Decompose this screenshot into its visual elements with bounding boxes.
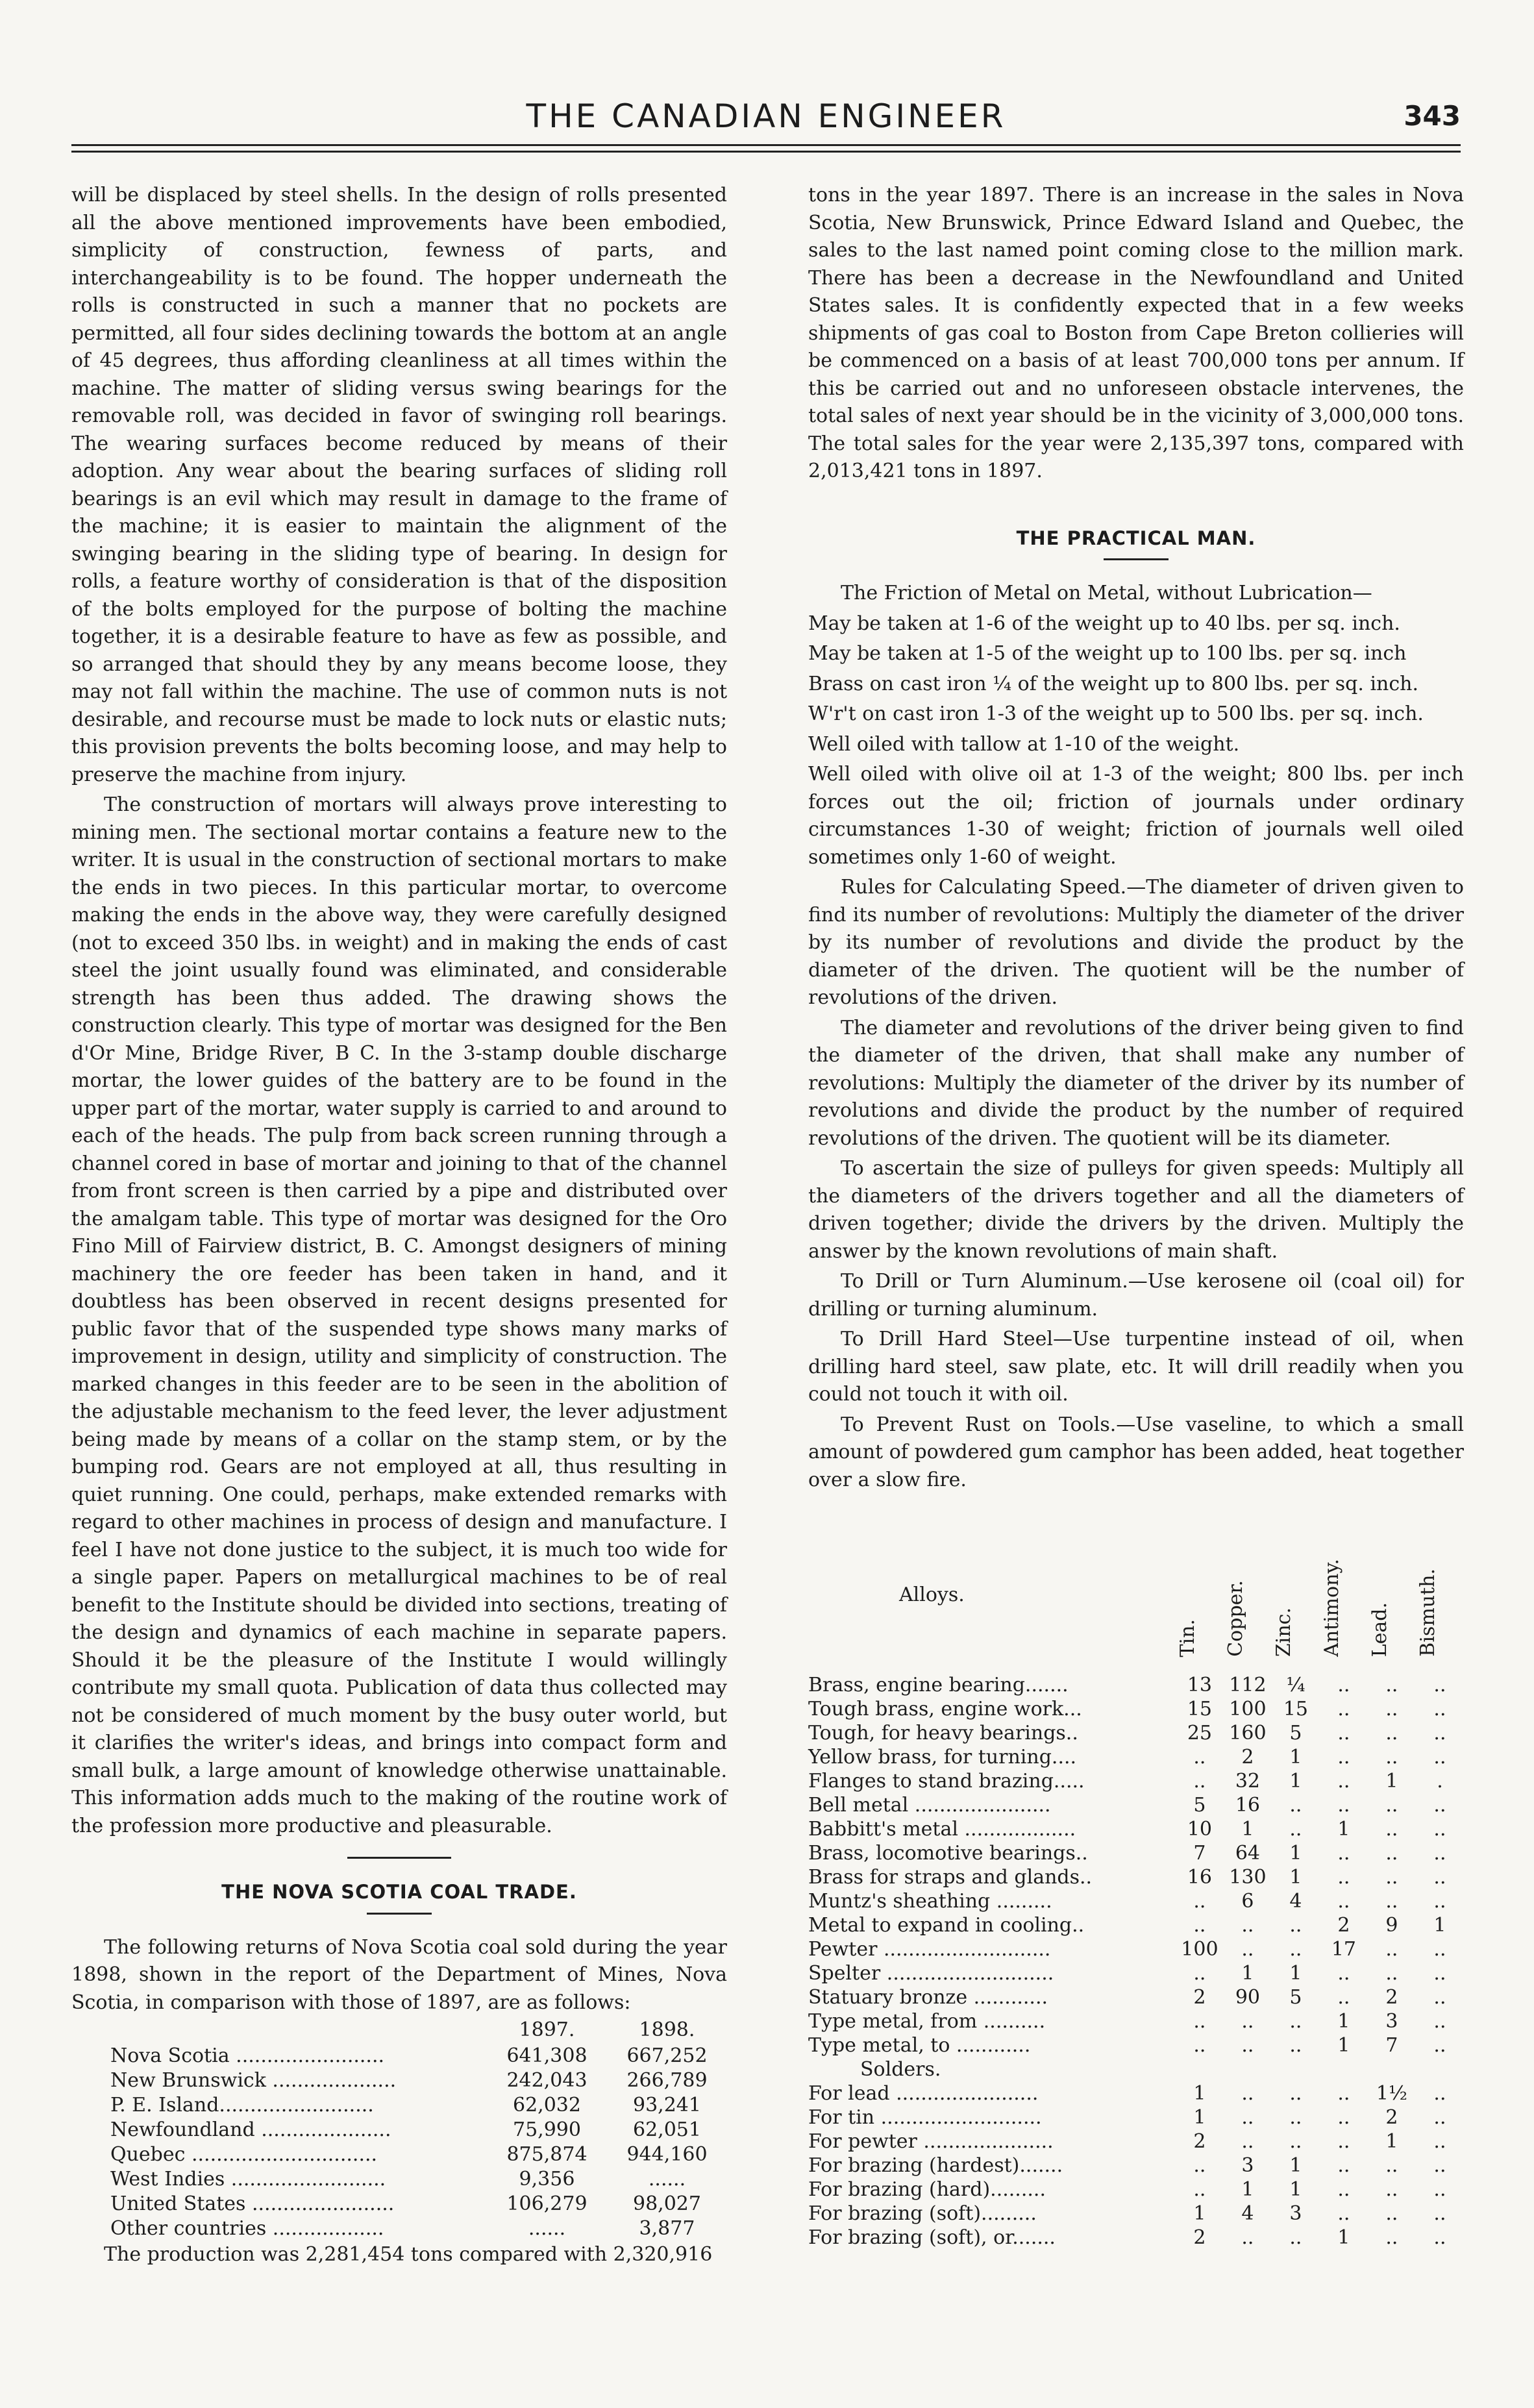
- table-row: [808, 1817, 1464, 1841]
- practical-man-title: THE PRACTICAL MAN.: [1016, 527, 1256, 549]
- alloy-value: ..: [1289, 2106, 1302, 2129]
- alloy-value: ..: [1433, 2106, 1446, 2129]
- left-column: [71, 182, 727, 2269]
- col-header-1897: 1897.: [519, 2018, 575, 2041]
- table-row: [808, 1721, 1464, 1745]
- alloy-value: ..: [1241, 1938, 1254, 1961]
- alloy-value: ..: [1433, 1866, 1446, 1889]
- alloy-name: For pewter .....................: [808, 2130, 1054, 2153]
- alloy-name: Brass, engine bearing.......: [808, 1674, 1069, 1696]
- coal-continuation: tons in the year 1897. There is an increase in the sales in Nova Scotia, New Brunswick, Prince Edward Island and Quebec, the sales to the last named point coming close to the million mark. There has been a decrease in the Newfoundland and United States sales. It is confidently expected that in a few weeks shipments of gas coal to Boston from Cape Breton collieries will be commenced on a basis of at least 700,000 tons per annum. If this be carried out and no unforeseen obstacle intervenes, the total sales of next year should be in the vicinity of 3,000,000 tons. The total sales for the year were 2,135,397 tons, compared with 2,013,421 tons in 1897.: [808, 184, 1464, 482]
- alloy-value: 2: [1193, 1986, 1206, 2009]
- alloy-value: ..: [1289, 1818, 1302, 1841]
- table-row: [808, 2129, 1464, 2154]
- alloy-value: 1: [1289, 1842, 1302, 1865]
- alloy-value: ..: [1193, 1746, 1206, 1769]
- alloy-value: ..: [1193, 2154, 1206, 2177]
- table-row: [808, 2081, 1464, 2105]
- alloy-value: ..: [1289, 1914, 1302, 1937]
- alloy-value: 1: [1337, 1818, 1350, 1841]
- metal-header-antimony: Antimony.: [1320, 1559, 1343, 1657]
- alloy-value: ..: [1241, 2010, 1254, 2033]
- alloy-value: 1: [1193, 2106, 1206, 2129]
- table-row: [808, 2009, 1464, 2033]
- alloy-value: 112: [1229, 1674, 1267, 1696]
- alloy-value: ..: [1433, 1746, 1446, 1769]
- alloy-name: Bell metal ......................: [808, 1794, 1051, 1817]
- alloy-name: For brazing (hard).........: [808, 2178, 1046, 2201]
- alloy-value: ..: [1385, 2202, 1398, 2225]
- alloy-value: ..: [1385, 1866, 1398, 1889]
- alloy-value: 4: [1289, 1890, 1302, 1913]
- table-row: [808, 2202, 1464, 2226]
- alloy-value: 2: [1337, 1914, 1350, 1937]
- alloy-value: 1: [1433, 1914, 1446, 1937]
- alloy-name: For brazing (soft), or.......: [808, 2226, 1056, 2249]
- table-row: Other countries .................. ...... 3,877: [110, 2217, 695, 2240]
- alloy-value: ..: [1289, 1794, 1302, 1817]
- alloy-value: ..: [1337, 1674, 1350, 1696]
- table-row: [808, 1697, 1464, 1721]
- alloy-value: ..: [1241, 1914, 1254, 1937]
- table-row: [808, 1985, 1464, 2009]
- friction-line: May be taken at 1-5 of the weight up to 100 lbs. per sq. inch: [808, 642, 1407, 665]
- coal-sales-table: [71, 2018, 727, 2241]
- alloy-value: ..: [1241, 2082, 1254, 2105]
- alloy-value: ..: [1385, 1938, 1398, 1961]
- alloy-value: 7: [1193, 1842, 1206, 1865]
- alloy-value: ..: [1433, 2154, 1446, 2177]
- alloy-name: For brazing (hardest).......: [808, 2154, 1063, 2177]
- section-divider: [347, 1857, 451, 1859]
- alloy-value: ..: [1337, 1746, 1350, 1769]
- alloy-value: ..: [1337, 2154, 1350, 2177]
- alloy-value: 9: [1385, 1914, 1398, 1937]
- table-row: [808, 1937, 1464, 1961]
- table-row: [808, 2226, 1464, 2250]
- alloy-value: ..: [1433, 1698, 1446, 1720]
- alloy-name: Statuary bronze ............: [808, 1986, 1048, 2009]
- alloy-name: Type metal, from ..........: [808, 2010, 1046, 2033]
- body-paragraph: To Drill or Turn Aluminum.—Use kerosene oil (coal oil) for drilling or turning aluminum.: [808, 1270, 1464, 1321]
- alloy-value: ..: [1433, 1794, 1446, 1817]
- alloy-value: ..: [1433, 1986, 1446, 2009]
- alloy-value: ..: [1289, 2034, 1302, 2057]
- alloy-value: ..: [1433, 2010, 1446, 2033]
- alloy-name: Muntz's sheathing .........: [808, 1890, 1052, 1913]
- alloy-value: ..: [1433, 1890, 1446, 1913]
- alloy-value: ..: [1433, 2178, 1446, 2201]
- alloy-value: ..: [1385, 2178, 1398, 2201]
- alloy-value: 3: [1289, 2202, 1302, 2225]
- alloy-value: 2: [1193, 2130, 1206, 2153]
- alloy-value: 1: [1193, 2082, 1206, 2105]
- body-paragraph: To Prevent Rust on Tools.—Use vaseline, to which a small amount of powdered gum camphor has been added, heat together over a slow fire.: [808, 1413, 1464, 1491]
- alloy-value: 2: [1385, 2106, 1398, 2129]
- page-number: 343: [1404, 100, 1461, 132]
- table-row: United States ....................... 106,279 98,027: [110, 2192, 701, 2215]
- alloy-value: ..: [1385, 1818, 1398, 1841]
- alloy-value: 25: [1187, 1722, 1213, 1744]
- alloy-value: 1: [1289, 2178, 1302, 2201]
- table-row: Quebec .............................. 875,874 944,160: [110, 2143, 708, 2166]
- table-row: [808, 1745, 1464, 1769]
- alloy-value: ..: [1289, 2130, 1302, 2153]
- metal-header-lead: Lead.: [1368, 1602, 1391, 1657]
- alloy-value: 5: [1289, 1722, 1302, 1744]
- alloy-value: 16: [1235, 1794, 1261, 1817]
- table-row: [808, 1961, 1464, 1985]
- alloy-value: 13: [1187, 1674, 1213, 1696]
- alloy-value: 2: [1193, 2226, 1206, 2249]
- alloys-header: Alloys.: [899, 1583, 965, 1606]
- alloy-value: ..: [1241, 2106, 1254, 2129]
- alloy-value: ..: [1433, 1674, 1446, 1696]
- table-row: [808, 1669, 1464, 1697]
- alloy-value: ..: [1385, 1890, 1398, 1913]
- metal-header-bismuth: Bismuth.: [1416, 1569, 1439, 1657]
- alloy-name: Brass for straps and glands..: [808, 1866, 1093, 1889]
- alloy-value: ..: [1433, 1938, 1446, 1961]
- alloy-value: 3: [1241, 2154, 1254, 2177]
- alloy-name: Yellow brass, for turning....: [808, 1746, 1077, 1769]
- alloy-value: ..: [1433, 2226, 1446, 2249]
- alloy-value: ..: [1337, 1794, 1350, 1817]
- alloy-value: 1: [1289, 2154, 1302, 2177]
- alloy-name: Flanges to stand brazing.....: [808, 1770, 1085, 1793]
- alloy-value: 1½: [1376, 2082, 1408, 2105]
- friction-heading: The Friction of Metal on Metal, without Lubrication—: [841, 582, 1372, 604]
- alloy-value: 2: [1385, 1986, 1398, 2009]
- table-row: [808, 1769, 1464, 1793]
- alloy-value: 5: [1193, 1794, 1206, 1817]
- alloy-value: 1: [1337, 2034, 1350, 2057]
- metal-header-copper: Copper.: [1224, 1580, 1247, 1657]
- coal-section-title: THE NOVA SCOTIA COAL TRADE.: [221, 1881, 577, 1903]
- alloy-value: ..: [1337, 1962, 1350, 1985]
- alloy-value: ..: [1193, 1962, 1206, 1985]
- alloy-value: 130: [1229, 1866, 1267, 1889]
- body-paragraph: The diameter and revolutions of the driver being given to find the diameter of the driven, that shall make any number of revolutions: Multiply the diameter of the driver by its number of revolutions and divide the product by the number of required revolutions of the driven. The quotient will be its diameter.: [808, 1016, 1464, 1150]
- alloy-value: ..: [1289, 2010, 1302, 2033]
- table-row: Newfoundland ..................... 75,990 62,051: [110, 2118, 701, 2141]
- table-row: P. E. Island......................... 62,032 93,241: [110, 2094, 701, 2116]
- alloy-value: ..: [1433, 2034, 1446, 2057]
- alloy-value: ..: [1337, 2178, 1350, 2201]
- alloy-name: Babbitt's metal ..................: [808, 1818, 1076, 1841]
- coal-closing-line: The production was 2,281,454 tons compared with 2,320,916: [104, 2243, 713, 2266]
- body-paragraph: will be displaced by steel shells. In the design of rolls presented all the above mentioned improvements have been embodied, simplicity of construction, fewness of parts, and interchangeability is to be found. The hopper underneath the rolls is constructed in such a manner that no pockets are permitted, all four sides declining towards the bottom at an angle of 45 degrees, thus affording cleanliness at all times within the machine. The matter of sliding versus swing bearings for the removable roll, was decided in favor of swinging roll bearings. The wearing surfaces become reduced by means of their adoption. Any wear about the bearing surfaces of sliding roll bearings is an evil which may result in damage to the frame of the machine; it is easier to maintain the alignment of the swinging bearing in the sliding type of bearing. In design for rolls, a feature worthy of consideration is that of the disposition of the bolts employed for the purpose of bolting the machine together, it is a desirable feature to have as few as possible, and so arranged that should they by any means become loose, they may not fall within the machine. The use of common nuts is not desirable, and recourse must be made to lock nuts or elastic nuts; this provision prevents the bolts becoming loose, and may help to preserve the machine from injury.: [71, 184, 727, 786]
- body-paragraph: To ascertain the size of pulleys for given speeds: Multiply all the diameters of the drivers together and all the diameters of driven together; divide the drivers by the driven. Multiply the answer by the known revolutions of main shaft.: [808, 1157, 1464, 1263]
- alloy-value: ..: [1337, 2082, 1350, 2105]
- alloy-value: ..: [1193, 1890, 1206, 1913]
- alloy-name: Spelter ...........................: [808, 1962, 1054, 1985]
- alloy-value: ..: [1289, 2226, 1302, 2249]
- alloy-value: ..: [1433, 1962, 1446, 1985]
- alloy-value: 1: [1385, 1770, 1398, 1793]
- alloy-value: ..: [1241, 2034, 1254, 2057]
- alloy-value: ..: [1433, 1722, 1446, 1744]
- alloy-value: 10: [1187, 1818, 1213, 1841]
- table-row: [808, 1841, 1464, 1865]
- alloys-table: [808, 1520, 1464, 2250]
- alloy-value: 4: [1241, 2202, 1254, 2225]
- alloy-name: Tough, for heavy bearings..: [808, 1722, 1078, 1744]
- alloy-value: ..: [1193, 2034, 1206, 2057]
- metal-header-tin: Tin.: [1176, 1619, 1199, 1657]
- alloy-value: .: [1437, 1770, 1443, 1793]
- alloy-value: 5: [1289, 1986, 1302, 2009]
- alloy-value: 6: [1241, 1890, 1254, 1913]
- table-row: Nova Scotia ........................ 641,308 667,252: [110, 2044, 708, 2067]
- header-rule-bottom: [71, 151, 1461, 153]
- body-paragraph: Rules for Calculating Speed.—The diameter of driven given to find its number of revolutions: Multiply the diameter of the driver by its number of revolutions and divide the product by the diameter of the driven. The quotient will be the number of revolutions of the driven.: [808, 876, 1464, 1009]
- metal-header-zinc: Zinc.: [1272, 1607, 1295, 1657]
- title-underline: [367, 1913, 432, 1915]
- alloy-value: ..: [1433, 2202, 1446, 2225]
- alloy-value: ¼: [1286, 1674, 1305, 1696]
- alloy-value: ..: [1385, 2226, 1398, 2249]
- solders-subheading-row: [808, 2057, 1464, 2081]
- alloy-value: ..: [1385, 1746, 1398, 1769]
- alloy-value: ..: [1193, 1770, 1206, 1793]
- friction-line: May be taken at 1-6 of the weight up to 40 lbs. per sq. inch.: [808, 612, 1400, 635]
- alloy-value: 100: [1181, 1938, 1219, 1961]
- alloy-value: ..: [1385, 1962, 1398, 1985]
- alloy-value: ..: [1193, 2178, 1206, 2201]
- table-row: [808, 2105, 1464, 2129]
- alloy-value: ..: [1337, 1866, 1350, 1889]
- alloy-value: ..: [1385, 2154, 1398, 2177]
- alloy-value: 1: [1241, 1962, 1254, 1985]
- alloy-value: 15: [1283, 1698, 1309, 1720]
- alloy-value: 1: [1337, 2010, 1350, 2033]
- alloy-value: 1: [1289, 1770, 1302, 1793]
- alloy-value: 1: [1193, 2202, 1206, 2225]
- alloy-value: 100: [1229, 1698, 1267, 1720]
- alloy-name: Tough brass, engine work...: [808, 1698, 1082, 1720]
- alloy-value: ..: [1241, 2130, 1254, 2153]
- alloy-value: 2: [1241, 1746, 1254, 1769]
- alloy-value: ..: [1193, 1914, 1206, 1937]
- alloy-value: 3: [1385, 2010, 1398, 2033]
- table-row: [808, 2154, 1464, 2178]
- table-row: West Indies ......................... 9,356 ......: [110, 2168, 686, 2191]
- alloy-value: 7: [1385, 2034, 1398, 2057]
- table-row: [808, 2178, 1464, 2202]
- alloy-value: ..: [1289, 2082, 1302, 2105]
- alloy-value: 16: [1187, 1866, 1213, 1889]
- alloy-value: ..: [1337, 1770, 1350, 1793]
- alloy-value: ..: [1337, 2130, 1350, 2153]
- body-paragraph: The construction of mortars will always prove interesting to mining men. The sectional mortar contains a feature new to the writer. It is usual in the construction of sectional mortars to make the ends in two pieces. In this particular mortar, to overcome making the ends in the above way, they were carefully designed (not to exceed 350 lbs. in weight) and in making the ends of cast steel the joint usually found was eliminated, and considerable strength has been thus added. The drawing shows the construction clearly. This type of mortar was designed for the Ben d'Or Mine, Bridge River, B C. In the 3-stamp double discharge mortar, the lower guides of the battery are to be found in the upper part of the mortar, water supply is carried to and around to each of the heads. The pulp from back screen running through a channel cored in base of mortar and joining to that of the channel from front screen is then carried by a pipe and distributed over the amalgam table. This type of mortar was designed for the Oro Fino Mill of Fairview district, B. C. Amongst designers of mining machinery the ore feeder has been taken in hand, and it doubtless has been observed in recent designs presented for public favor that of the suspended type shows many marks of improvement in design, utility and simplicity of construction. The marked changes in this feeder are to be seen in the abolition of the adjustable mechanism to the feed lever, the lever adjustment being made by means of a collar on the stamp stem, or by the bumping rod. Gears are not employed at all, thus resulting in quiet running. One could, perhaps, make extended remarks with regard to other machines in process of design and manufacture. I feel I have not done justice to the subject, it is much too wide for a single paper. Papers on metallurgical machines to be of real benefit to the Institute should be divided into sections, treating of the design and dynamics of each machine in separate papers. Should it be the pleasure of the Institute I would willingly contribute my small quota. Publication of data thus collected may not be considered of much moment by the busy outer world, but it clarifies the writer's ideas, and brings into compact form and small bulk, a large amount of knowledge otherwise unattainable. This information adds much to the making of the routine work of the profession more productive and pleasurable.: [71, 793, 727, 1837]
- alloy-value: ..: [1385, 1722, 1398, 1744]
- alloy-name: Metal to expand in cooling..: [808, 1914, 1085, 1937]
- alloy-value: ..: [1337, 1722, 1350, 1744]
- alloy-value: ..: [1385, 1698, 1398, 1720]
- alloy-value: 1: [1289, 1962, 1302, 1985]
- body-paragraph: To Drill Hard Steel—Use turpentine instead of oil, when drilling hard steel, saw plate, etc. It will drill readily when you could not touch it with oil.: [808, 1328, 1464, 1406]
- alloy-value: 17: [1331, 1938, 1357, 1961]
- alloy-value: 1: [1241, 2178, 1254, 2201]
- alloy-value: ..: [1385, 1674, 1398, 1696]
- solders-subheading: Solders.: [860, 2058, 941, 2081]
- friction-line: Well oiled with tallow at 1-10 of the weight.: [808, 732, 1240, 756]
- alloy-name: For tin ..........................: [808, 2106, 1042, 2129]
- alloy-value: ..: [1241, 2226, 1254, 2249]
- table-row: [808, 1865, 1464, 1889]
- alloy-value: 32: [1235, 1770, 1261, 1793]
- table-row: [808, 1913, 1464, 1937]
- alloy-value: ..: [1337, 1842, 1350, 1865]
- right-column: [808, 182, 1464, 2250]
- friction-line: W'r't on cast iron 1-3 of the weight up to 500 lbs. per sq. inch.: [808, 702, 1424, 725]
- alloy-name: For lead .......................: [808, 2082, 1039, 2105]
- alloy-value: 1: [1289, 1866, 1302, 1889]
- alloy-name: For brazing (soft).........: [808, 2202, 1037, 2225]
- friction-line: Brass on cast iron ¼ of the weight up to 800 lbs. per sq. inch.: [808, 672, 1419, 695]
- alloy-name: Type metal, to ............: [808, 2034, 1031, 2057]
- alloy-value: ..: [1193, 2010, 1206, 2033]
- alloy-value: ..: [1433, 1818, 1446, 1841]
- alloy-value: 1: [1337, 2226, 1350, 2249]
- alloy-value: 1: [1385, 2130, 1398, 2153]
- alloy-value: ..: [1433, 2130, 1446, 2153]
- table-row: [808, 2033, 1464, 2057]
- alloy-value: 64: [1235, 1842, 1261, 1865]
- alloy-name: Pewter ...........................: [808, 1938, 1051, 1961]
- header-rule-top: [71, 144, 1461, 146]
- alloy-value: ..: [1433, 2082, 1446, 2105]
- journal-title: THE CANADIAN ENGINEER: [526, 97, 1006, 135]
- alloy-value: 1: [1241, 1818, 1254, 1841]
- alloy-value: ..: [1433, 1842, 1446, 1865]
- alloy-value: ..: [1385, 1842, 1398, 1865]
- alloy-value: 160: [1229, 1722, 1267, 1744]
- table-row: New Brunswick .................... 242,043 266,789: [110, 2069, 708, 2092]
- alloy-value: 1: [1289, 1746, 1302, 1769]
- friction-olive: Well oiled with olive oil at 1-3 of the weight; 800 lbs. per inch forces out the oil; friction of journals under ordinary circumstances 1-30 of weight; friction of journals well oiled sometimes only 1-60 of weight.: [808, 763, 1464, 869]
- alloy-value: ..: [1289, 1938, 1302, 1961]
- alloy-value: 90: [1235, 1986, 1261, 2009]
- page-header: [71, 97, 1461, 136]
- table-row: [808, 1889, 1464, 1913]
- alloy-value: ..: [1337, 1698, 1350, 1720]
- alloy-name: Brass, locomotive bearings..: [808, 1842, 1088, 1865]
- alloy-value: 15: [1187, 1698, 1213, 1720]
- alloy-value: ..: [1337, 1890, 1350, 1913]
- table-row: [808, 1793, 1464, 1817]
- title-underline: [1104, 558, 1169, 560]
- col-header-1898: 1898.: [639, 2018, 695, 2041]
- alloy-value: ..: [1337, 1986, 1350, 2009]
- alloy-value: ..: [1385, 1794, 1398, 1817]
- coal-intro: The following returns of Nova Scotia coal sold during the year 1898, shown in the report of the Department of Mines, Nova Scotia, in comparison with those of 1897, are as follows:: [71, 1935, 727, 2014]
- alloy-value: ..: [1337, 2106, 1350, 2129]
- alloy-value: ..: [1337, 2202, 1350, 2225]
